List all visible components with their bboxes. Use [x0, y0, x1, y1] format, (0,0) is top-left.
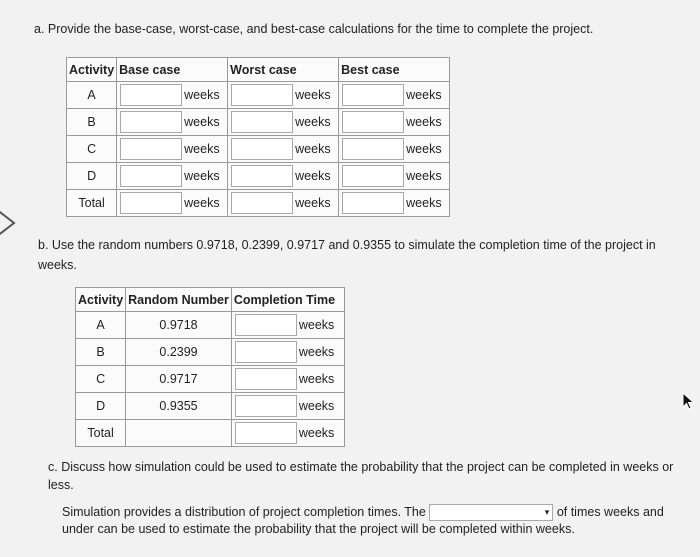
unit-label: weeks — [184, 115, 220, 129]
activity-label: B — [67, 109, 117, 136]
completion-time-input[interactable] — [235, 314, 297, 336]
activity-label: Total — [67, 190, 117, 217]
completion-time-input[interactable] — [235, 341, 297, 363]
header-random-number: Random Number — [126, 288, 232, 312]
simulation-table — [75, 287, 345, 447]
base-case-input[interactable] — [120, 111, 182, 133]
chevron-down-icon: ▾ — [544, 507, 550, 518]
completion-time-input[interactable] — [235, 395, 297, 417]
header-activity: Activity — [67, 58, 117, 82]
table-row — [76, 312, 345, 339]
answer-c-text-after: of times weeks and — [556, 505, 664, 519]
activity-label: C — [67, 136, 117, 163]
table-row — [67, 109, 450, 136]
table-row — [76, 420, 345, 447]
table-row — [67, 82, 450, 109]
base-case-input[interactable] — [120, 138, 182, 160]
table-row — [76, 366, 345, 393]
unit-label: weeks — [184, 169, 220, 183]
best-case-input[interactable] — [342, 111, 404, 133]
best-case-input[interactable] — [342, 84, 404, 106]
unit-label: weeks — [298, 399, 335, 413]
activity-label: D — [67, 163, 117, 190]
answer-c-text-line2: under can be used to estimate the probability that the project will be completed within weeks. — [62, 522, 575, 537]
random-number: 0.9718 — [126, 312, 232, 339]
unit-label: weeks — [406, 196, 442, 210]
total-completion-time-input[interactable] — [235, 422, 297, 444]
random-number: 0.2399 — [126, 339, 232, 366]
question-a-text: a. Provide the base-case, worst-case, and best-case calculations for the time to complete the project. — [34, 22, 594, 36]
random-number: 0.9355 — [126, 393, 232, 420]
worst-case-input[interactable] — [231, 111, 293, 133]
activity-label: B — [76, 339, 126, 366]
unit-label: weeks — [298, 426, 335, 440]
activity-label: A — [76, 312, 126, 339]
unit-label: weeks — [295, 196, 331, 210]
unit-label: weeks — [184, 196, 220, 210]
unit-label: weeks — [295, 169, 331, 183]
table-row — [67, 163, 450, 190]
unit-label: weeks — [184, 142, 220, 156]
unit-label: weeks — [406, 88, 442, 102]
header-completion-time: Completion Time — [231, 288, 344, 312]
unit-label: weeks — [184, 88, 220, 102]
answer-c-block — [62, 504, 682, 537]
unit-label: weeks — [298, 345, 335, 359]
activity-label: D — [76, 393, 126, 420]
worst-case-input[interactable] — [231, 84, 293, 106]
random-number: 0.9717 — [126, 366, 232, 393]
chevron-right-icon[interactable] — [0, 205, 20, 241]
activity-label: A — [67, 82, 117, 109]
unit-label: weeks — [298, 372, 335, 386]
best-case-total-input[interactable] — [342, 192, 404, 214]
unit-label: weeks — [298, 318, 335, 332]
mouse-cursor-icon — [682, 392, 696, 410]
unit-label: weeks — [295, 142, 331, 156]
activity-label: Total — [76, 420, 126, 447]
table-row — [76, 393, 345, 420]
answer-c-text-before: Simulation provides a distribution of project completion times. The — [62, 505, 426, 519]
table-row — [67, 136, 450, 163]
unit-label: weeks — [295, 115, 331, 129]
table-row — [67, 190, 450, 217]
header-best-case: Best case — [339, 58, 450, 82]
header-activity: Activity — [76, 288, 126, 312]
best-case-input[interactable] — [342, 165, 404, 187]
base-case-input[interactable] — [120, 84, 182, 106]
random-number — [126, 420, 232, 447]
header-worst-case: Worst case — [228, 58, 339, 82]
unit-label: weeks — [406, 115, 442, 129]
table-row — [76, 339, 345, 366]
unit-label: weeks — [406, 142, 442, 156]
worst-case-input[interactable] — [231, 165, 293, 187]
answer-dropdown[interactable] — [429, 504, 553, 521]
header-base-case: Base case — [117, 58, 228, 82]
question-c-text: c. Discuss how simulation could be used to estimate the probability that the project can be completed in weeks or less. — [48, 460, 674, 492]
best-case-input[interactable] — [342, 138, 404, 160]
scenario-table — [66, 57, 450, 217]
worst-case-input[interactable] — [231, 138, 293, 160]
activity-label: C — [76, 366, 126, 393]
base-case-input[interactable] — [120, 165, 182, 187]
unit-label: weeks — [406, 169, 442, 183]
unit-label: weeks — [295, 88, 331, 102]
completion-time-input[interactable] — [235, 368, 297, 390]
worst-case-total-input[interactable] — [231, 192, 293, 214]
base-case-total-input[interactable] — [120, 192, 182, 214]
question-b-text: b. Use the random numbers 0.9718, 0.2399, 0.9717 and 0.9355 to simulate the completion time of the project in weeks. — [38, 238, 656, 272]
